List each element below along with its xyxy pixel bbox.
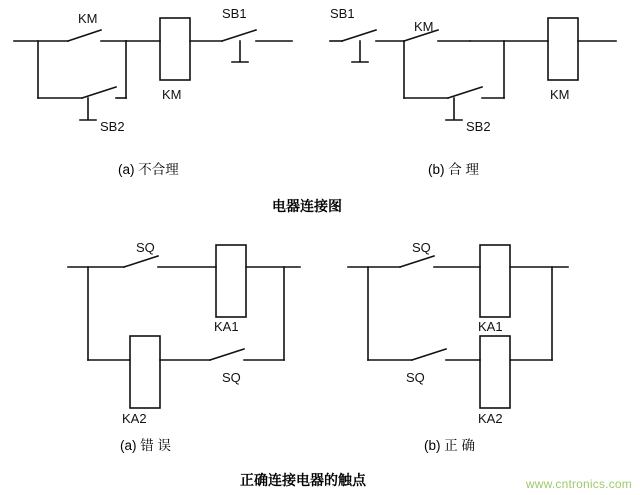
- diagram-a-unreasonable: [14, 18, 292, 120]
- label-sb1-b: SB1: [330, 6, 355, 21]
- diagram-d-correct: [348, 245, 568, 408]
- label-ka1-d: KA1: [478, 319, 503, 334]
- label-km-coil-b: KM: [550, 87, 570, 102]
- caption-diagram-c: (a) 错 误: [120, 438, 172, 453]
- diagram-b-reasonable: [330, 18, 616, 120]
- label-km-coil-a: KM: [162, 87, 182, 102]
- label-km-contact-a: KM: [78, 11, 98, 26]
- label-ka2-d: KA2: [478, 411, 503, 426]
- label-sq-lower-d: SQ: [406, 370, 425, 385]
- diagram-c-wrong: [68, 245, 300, 408]
- label-sq-upper-c: SQ: [136, 240, 155, 255]
- section2-title: 正确连接电器的触点: [240, 472, 366, 488]
- label-km-contact-b: KM: [414, 19, 434, 34]
- watermark: www.cntronics.com: [525, 477, 632, 491]
- section1-title: 电器连接图: [272, 198, 342, 214]
- label-ka1-c: KA1: [214, 319, 239, 334]
- caption-diagram-a: (a) 不合理: [118, 162, 179, 177]
- label-sq-upper-d: SQ: [412, 240, 431, 255]
- label-sb2-a: SB2: [100, 119, 125, 134]
- caption-diagram-d: (b) 正 确: [424, 438, 476, 453]
- label-sq-lower-c: SQ: [222, 370, 241, 385]
- label-sb2-b: SB2: [466, 119, 491, 134]
- label-ka2-c: KA2: [122, 411, 147, 426]
- label-sb1-a: SB1: [222, 6, 247, 21]
- caption-diagram-b: (b) 合 理: [428, 162, 480, 177]
